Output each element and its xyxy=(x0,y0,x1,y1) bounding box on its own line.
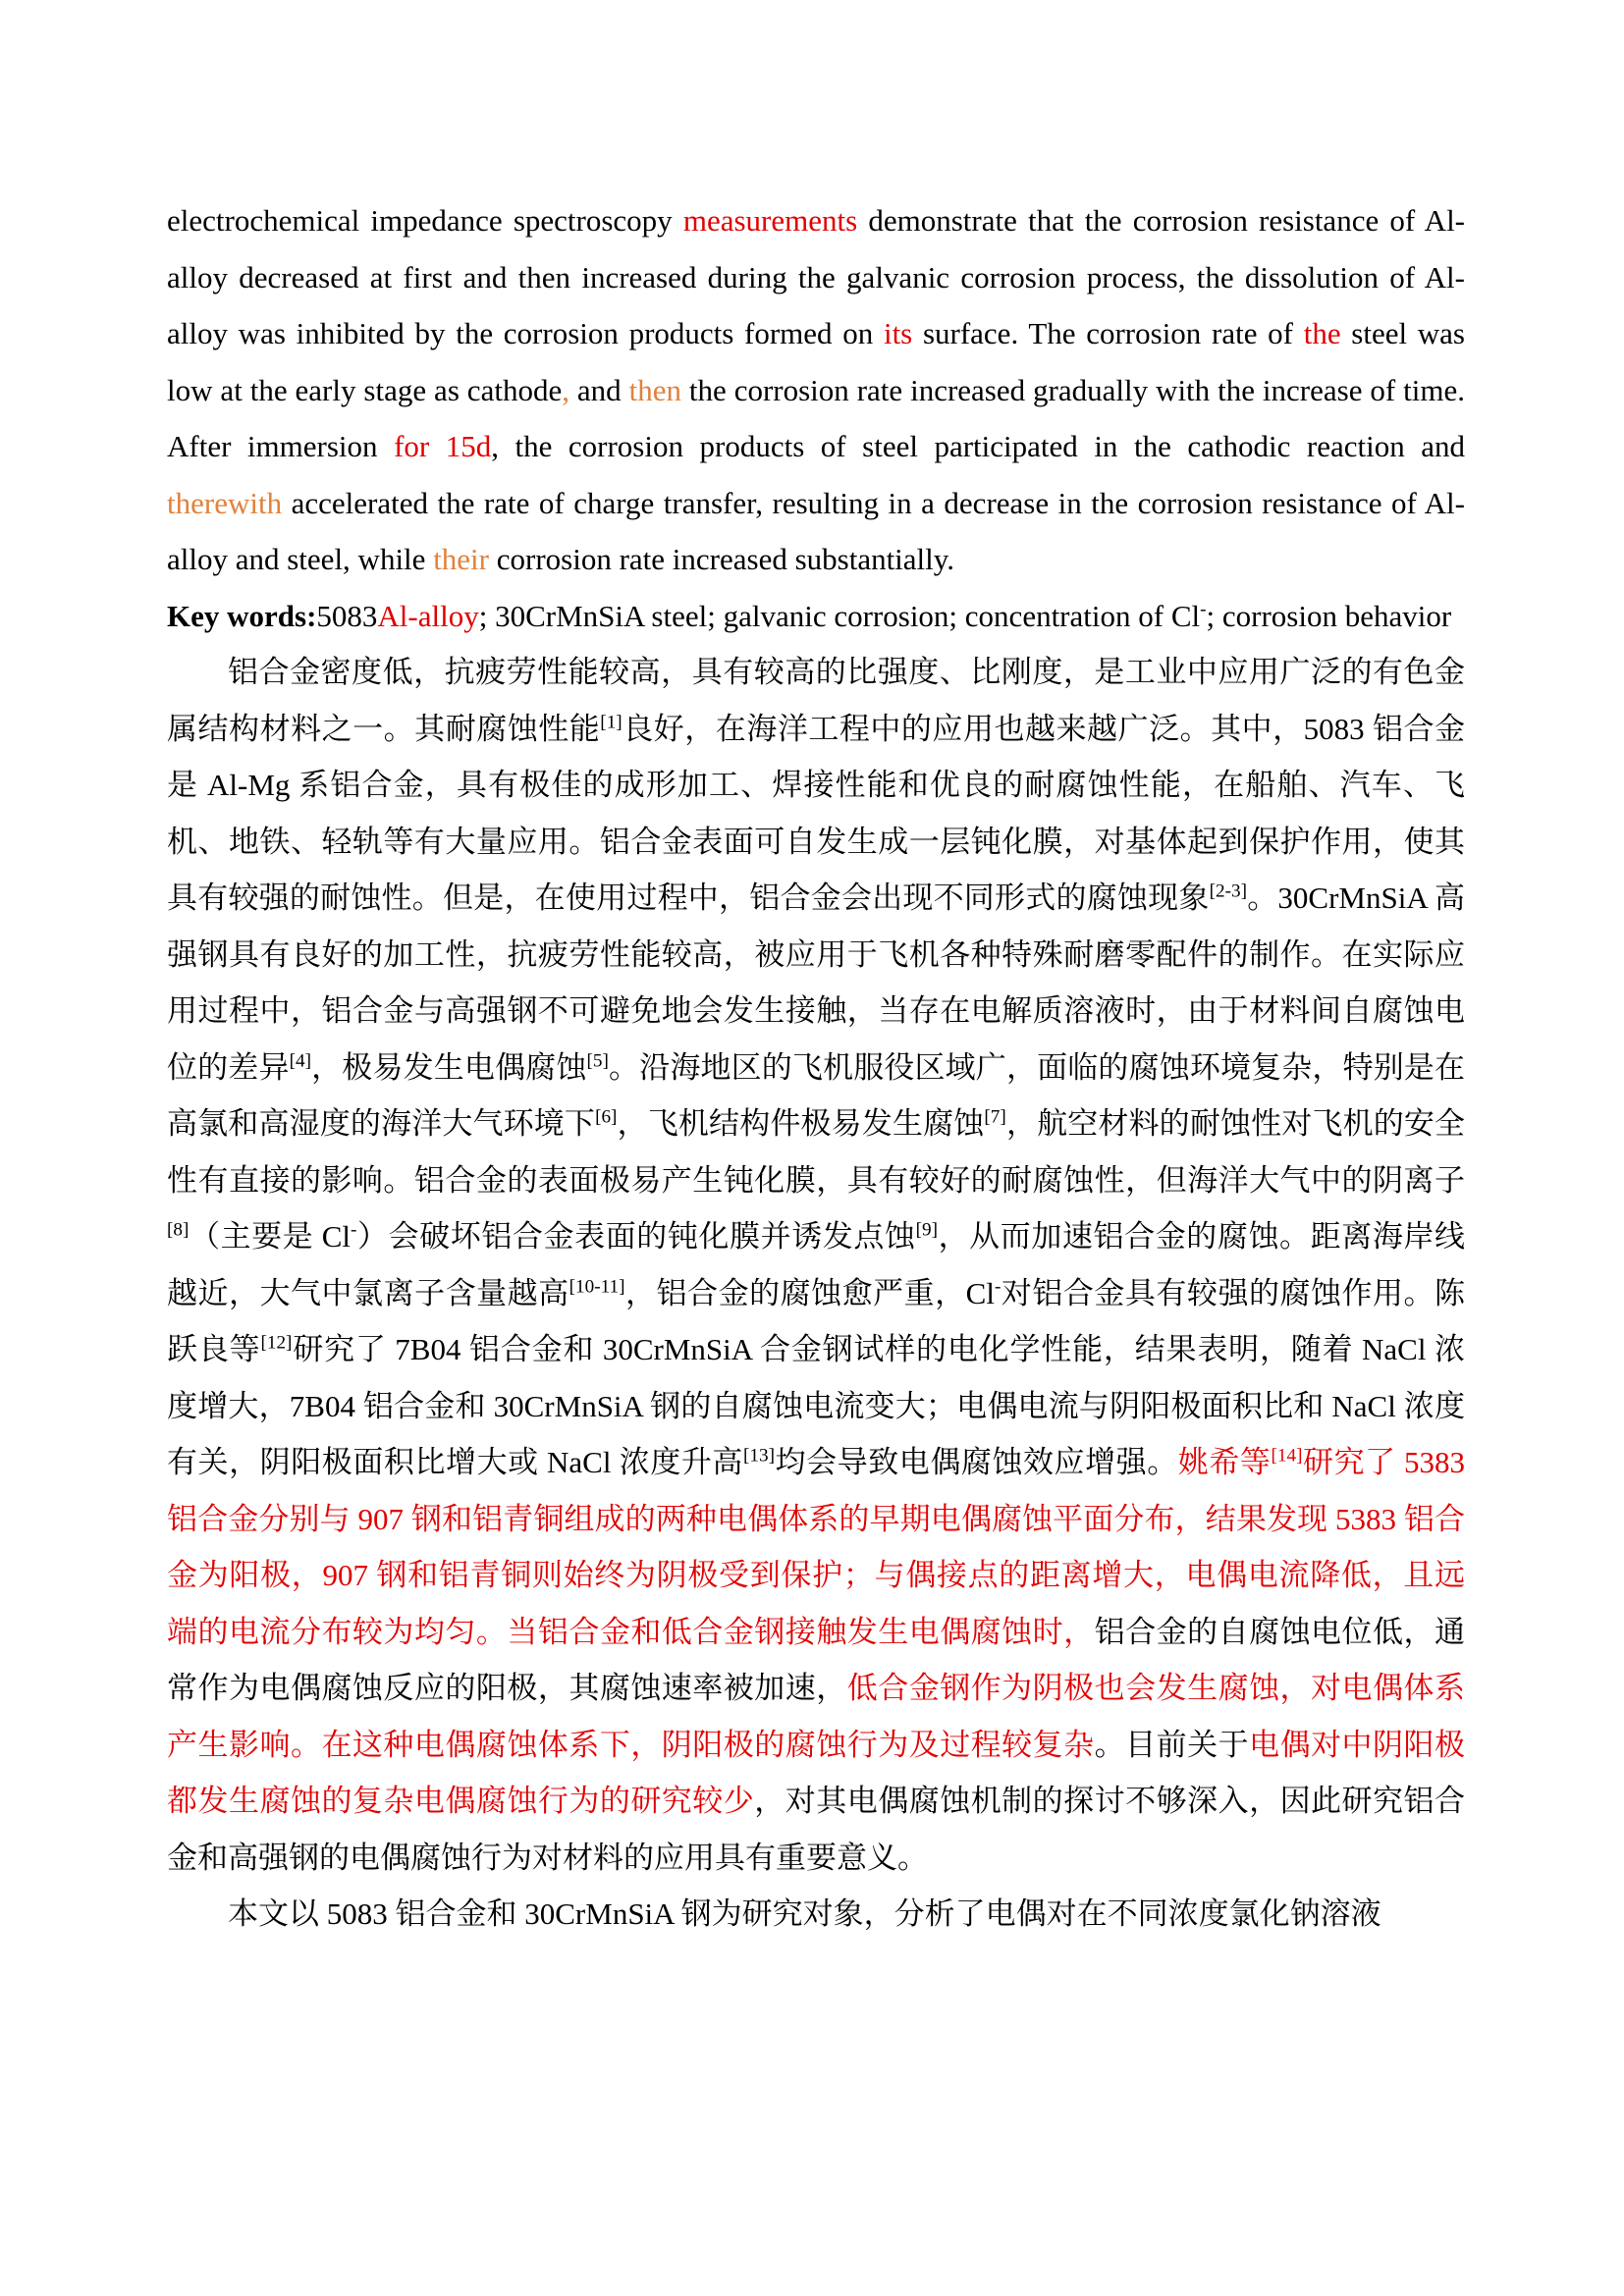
text-segment: then xyxy=(628,372,681,407)
text-segment: the corrosion rate increased gradually with the increase of time. After immersion xyxy=(167,372,1465,463)
text-segment: 良好，在海洋工程中的应用也越来越广泛。其中，5083 铝合金是 Al-Mg 系铝合金，具有极佳的成形加工、焊接性能和优良的耐腐蚀性能，在船舶、汽车、飞机、地铁、轻轨等有大量应用。铝合金表面可自发生成一层钝化膜，对基体起到保护作用，使其具有较强的耐蚀性。但是，在使用过程中，铝合金会出现不同形式的腐蚀现象 xyxy=(167,711,1465,915)
text-segment: 研究了 5383 铝合金分别与 907 钢和铝青铜组成的两种电偶体系的早期电偶腐蚀平面分布，结果发现 5383 铝合金为阳极，907 钢和铝青铜则始终为阴极受到保护；与偶接点的距离增大，电偶电流降低，且远端的电流分布较为均匀。当铝合金和低合金钢接触发生电偶腐蚀时， xyxy=(167,1445,1466,1649)
text-segment: [8] xyxy=(167,1219,189,1241)
text-segment: electrochemical impedance spectroscopy xyxy=(167,203,683,238)
text-segment: 。目前关于 xyxy=(1094,1727,1250,1762)
text-segment: 。沿海地区的飞机服役区域广，面临的腐蚀环境复杂，特别是在高氯和高湿度的海洋大气环境下 xyxy=(167,1049,1466,1141)
text-segment: ）会破坏铝合金表面的钝化膜并诱发点蚀 xyxy=(356,1219,916,1254)
text-segment: （主要是 Cl xyxy=(189,1219,351,1254)
keywords-line xyxy=(167,588,1465,645)
text-segment: - xyxy=(1200,599,1207,620)
text-segment: 姚希等 xyxy=(1177,1445,1272,1479)
intro-paragraph-1 xyxy=(167,644,1465,1886)
page-content xyxy=(167,192,1465,1943)
text-segment: surface. The corrosion rate of xyxy=(912,316,1304,350)
text-segment: [9] xyxy=(915,1219,938,1241)
text-segment: , xyxy=(562,372,569,407)
text-segment: [13] xyxy=(742,1445,775,1467)
text-segment: 5083 xyxy=(316,598,378,633)
text-segment: ; 30CrMnSiA steel; galvanic corrosion; concentration of Cl xyxy=(478,598,1201,633)
text-segment: ，航空材料的耐蚀性对飞机的安全性有直接的影响。铝合金的表面极易产生钝化膜，具有较好的耐腐蚀性，但海洋大气中的阴离子 xyxy=(167,1106,1466,1198)
text-segment: - xyxy=(994,1276,1001,1298)
text-segment: therewith xyxy=(167,485,283,520)
text-segment: 研究了 7B04 铝合金和 30CrMnSiA 合金钢试样的电化学性能，结果表明，随着 NaCl 浓度增大，7B04 铝合金和 30CrMnSiA 钢的自腐蚀电流变大；电偶电流与阴阳极面积比和 NaCl 浓度有关，阴阳极面积比增大或 NaCl 浓度升高 xyxy=(167,1332,1465,1479)
text-segment: 对铝合金具有较强的腐蚀作用。陈跃良等 xyxy=(167,1275,1466,1366)
text-segment: ，飞机结构件极易发生腐蚀 xyxy=(617,1106,985,1141)
text-segment: their xyxy=(433,542,489,576)
text-segment: [5] xyxy=(586,1050,609,1072)
text-segment: - xyxy=(350,1219,357,1241)
text-segment: ，铝合金的腐蚀愈严重，Cl xyxy=(624,1275,995,1310)
abstract-paragraph xyxy=(167,192,1465,588)
text-segment: 电偶对中阴阳极都发生腐蚀的复杂电偶腐蚀行为的研究较少 xyxy=(167,1727,1466,1818)
text-segment: ，对其电偶腐蚀机制的探讨不够深入，因此研究铝合金和高强钢的电偶腐蚀行为对材料的应用具有重要意义。 xyxy=(167,1784,1466,1875)
text-segment: and xyxy=(568,372,629,407)
text-segment: its xyxy=(883,316,913,350)
text-segment: 铝合金密度低，抗疲劳性能较高，具有较高的比强度、比刚度，是工业中应用广泛的有色金属结构材料之一。其耐腐蚀性能 xyxy=(167,655,1465,746)
text-segment: [7] xyxy=(984,1106,1006,1128)
text-segment: 。30CrMnSiA 高强钢具有良好的加工性，抗疲劳性能较高，被应用于飞机各种特殊耐磨零配件的制作。在实际应用过程中，铝合金与高强钢不可避免地会发生接触，当存在电解质溶液时，由于材料间自腐蚀电位的差异 xyxy=(167,881,1465,1085)
text-segment: ，从而加速铝合金的腐蚀。距离海岸线越近，大气中氯离子含量越高 xyxy=(167,1219,1465,1310)
text-segment: [10-11] xyxy=(568,1276,625,1298)
text-segment: for 15d xyxy=(394,429,492,463)
text-segment: accelerated the rate of charge transfer, resulting in a decrease in the corrosion resistance of Al-alloy and steel, while xyxy=(167,485,1465,576)
intro-paragraph-2 xyxy=(167,1886,1465,1943)
text-segment: , the corrosion products of steel participated in the cathodic reaction and xyxy=(491,429,1465,463)
text-segment: [14] xyxy=(1271,1445,1303,1467)
text-segment: the xyxy=(1303,316,1341,350)
text-segment: [12] xyxy=(260,1332,293,1354)
text-segment: corrosion rate increased substantially. xyxy=(489,542,955,576)
text-segment: Al-alloy xyxy=(377,598,479,633)
text-segment: 低合金钢作为阴极也会发生腐蚀，对电偶体系产生影响。在这种电偶腐蚀体系下，阴阳极的腐蚀行为及过程较复杂 xyxy=(167,1671,1466,1762)
text-segment: 铝合金的自腐蚀电位低，通常作为电偶腐蚀反应的阳极，其腐蚀速率被加速， xyxy=(167,1614,1466,1705)
text-segment: measurements xyxy=(682,203,858,238)
text-segment: ，极易发生电偶腐蚀 xyxy=(311,1049,587,1085)
text-segment: [2-3] xyxy=(1209,881,1247,902)
text-segment: [1] xyxy=(600,712,623,733)
text-segment: ; corrosion behavior xyxy=(1206,598,1452,633)
text-segment: 本文以 5083 铝合金和 30CrMnSiA 钢为研究对象，分析了电偶对在不同浓度氯化钠溶液 xyxy=(228,1896,1381,1931)
text-segment: steel was low at the early stage as cathode xyxy=(167,316,1465,407)
text-segment: [6] xyxy=(595,1106,618,1128)
text-segment: Key words: xyxy=(167,598,317,633)
text-segment: demonstrate that the corrosion resistance of Al-alloy decreased at first and then increased during the galvanic corrosion process, the dissolution of Al-alloy was inhibited by the corrosion products formed on xyxy=(167,203,1466,350)
text-segment: 均会导致电偶腐蚀效应增强。 xyxy=(774,1445,1178,1479)
text-segment: [4] xyxy=(289,1050,311,1072)
